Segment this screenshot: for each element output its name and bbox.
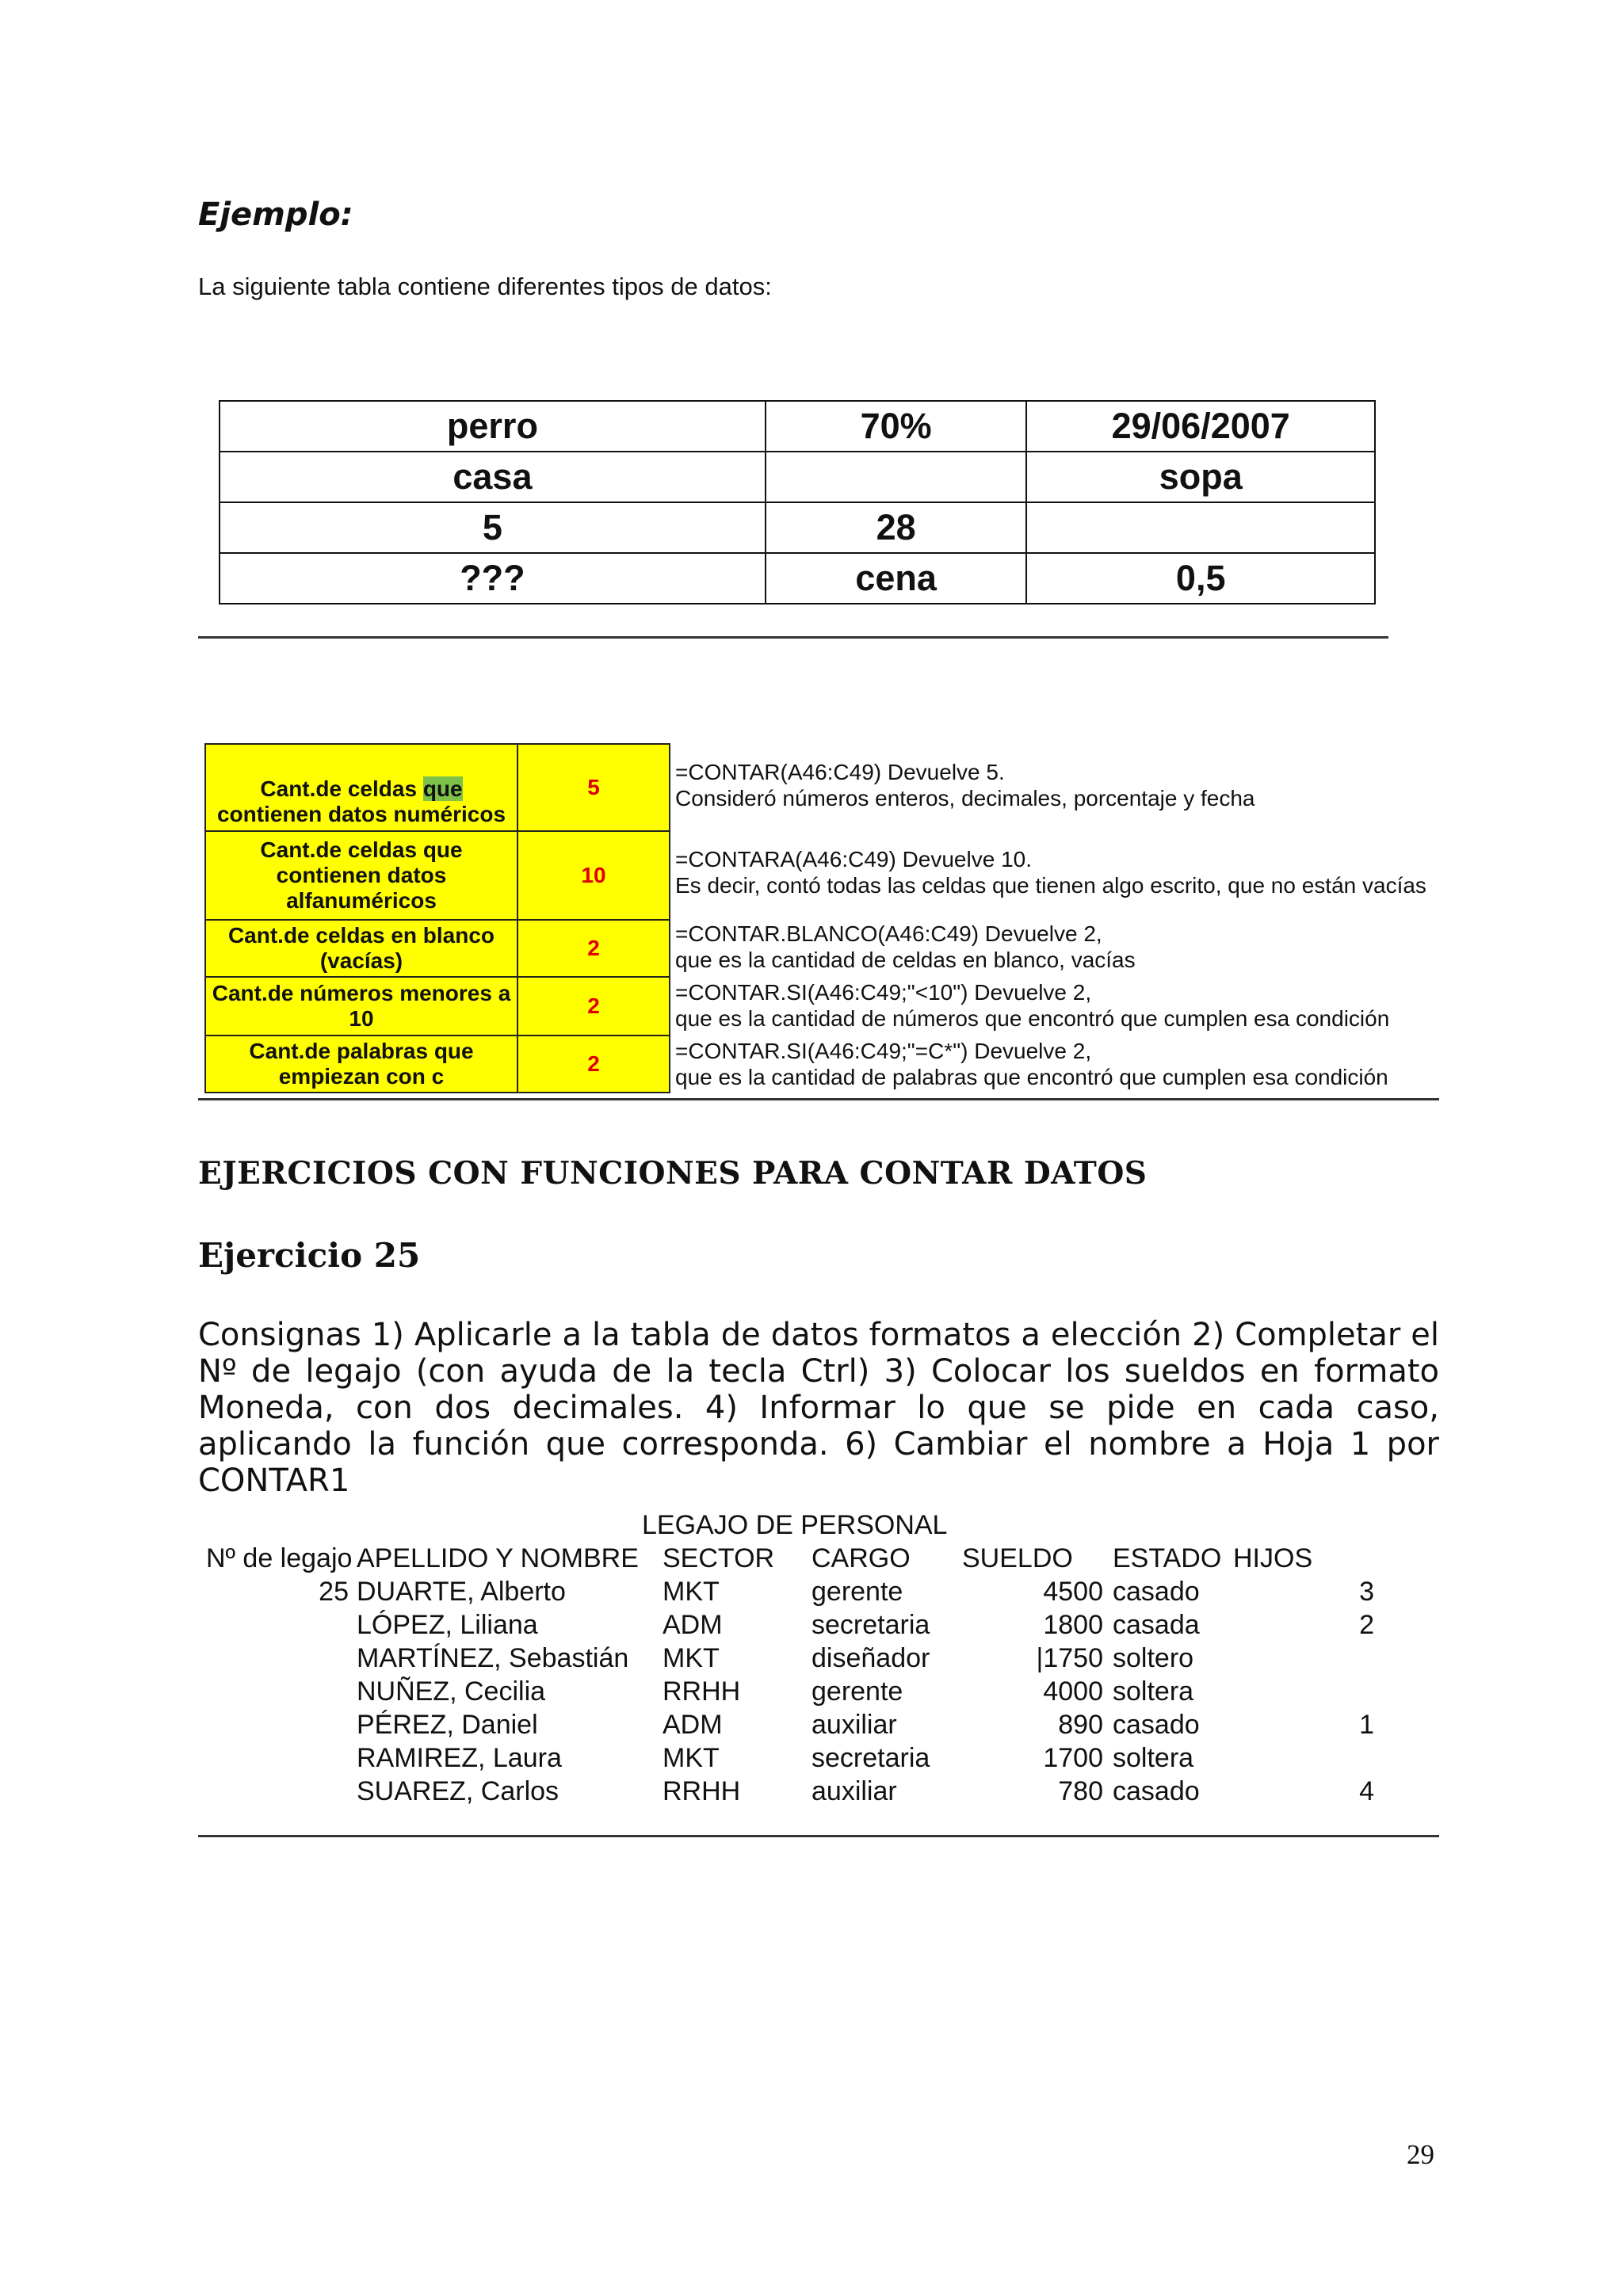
cell-hijos: 2 (1359, 1610, 1374, 1640)
cell-name: MARTÍNEZ, Sebastián (357, 1643, 629, 1673)
cell-sueldo: |1750 (1036, 1643, 1103, 1673)
cell-cargo: auxiliar (812, 1776, 897, 1806)
cell-estado: casado (1113, 1710, 1200, 1740)
cell-name: PÉREZ, Daniel (357, 1710, 538, 1740)
divider (198, 636, 1388, 639)
header-sueldo: SUELDO (962, 1543, 1073, 1573)
cell-sector: MKT (663, 1643, 720, 1673)
cell-cargo: secretaria (812, 1610, 930, 1640)
cell-cargo: gerente (812, 1676, 903, 1707)
cell-sector: ADM (663, 1610, 723, 1640)
cell-hijos: 1 (1359, 1710, 1374, 1740)
exercise-heading: Ejercicio 25 (198, 1236, 421, 1275)
cell-estado: soltera (1113, 1743, 1194, 1773)
cell-name: SUAREZ, Carlos (357, 1776, 559, 1806)
count-value: 2 (517, 1035, 670, 1093)
example-heading: Ejemplo: (198, 196, 353, 233)
formula-note: que es la cantidad de números que encontró que cumplen esa condición (675, 1006, 1390, 1031)
formula-text: =CONTAR.BLANCO(A46:C49) Devuelve 2, (675, 921, 1102, 946)
cell-sector: MKT (663, 1577, 720, 1607)
count-label: Cant.de celdas que contienen datos alfanuméricos (205, 831, 517, 920)
cell-sector: MKT (663, 1743, 720, 1773)
header-estado: ESTADO (1113, 1543, 1222, 1573)
formula-explanation (675, 921, 1136, 973)
count-value: 2 (517, 977, 670, 1035)
table-cell: ??? (220, 553, 766, 604)
header-name: APELLIDO Y NOMBRE (357, 1543, 639, 1573)
cell-hijos: 3 (1359, 1577, 1374, 1607)
formula-text: =CONTARA(A46:C49) Devuelve 10. (675, 847, 1032, 871)
formula-explanation (675, 1038, 1388, 1090)
formula-explanation (675, 979, 1389, 1032)
table-cell: 5 (220, 502, 766, 553)
cell-sueldo: 780 (1058, 1776, 1103, 1806)
count-functions-table (204, 743, 670, 1093)
cell-cargo: diseñador (812, 1643, 930, 1673)
page-number: 29 (1407, 2139, 1434, 2170)
cell-cargo: auxiliar (812, 1710, 897, 1740)
header-sector: SECTOR (663, 1543, 775, 1573)
divider (198, 1835, 1439, 1837)
formula-text: =CONTAR.SI(A46:C49;"<10") Devuelve 2, (675, 980, 1092, 1005)
formula-text: =CONTAR(A46:C49) Devuelve 5. (675, 760, 1005, 784)
formula-note: que es la cantidad de celdas en blanco, vacías (675, 948, 1136, 972)
count-label: Cant.de números menores a 10 (205, 977, 517, 1035)
count-label: Cant.de palabras que empiezan con c (205, 1035, 517, 1093)
table-cell (1026, 502, 1375, 553)
cell-sueldo: 4500 (1043, 1577, 1103, 1607)
count-label: Cant.de celdas en blanco (vacías) (205, 920, 517, 977)
header-cargo: CARGO (812, 1543, 911, 1573)
table-row (205, 920, 670, 977)
formula-note: que es la cantidad de palabras que encontró que cumplen esa condición (675, 1065, 1388, 1089)
cell-sueldo: 4000 (1043, 1676, 1103, 1707)
table-row (205, 977, 670, 1035)
cell-name: NUÑEZ, Cecilia (357, 1676, 546, 1707)
cell-cargo: gerente (812, 1577, 903, 1607)
cell-estado: casado (1113, 1577, 1200, 1607)
cell-sueldo: 1700 (1043, 1743, 1103, 1773)
cell-sueldo: 890 (1058, 1710, 1103, 1740)
data-types-table (219, 400, 1376, 605)
label-text: Cant.de celdas (260, 776, 423, 801)
formula-note: Es decir, contó todas las celdas que tienen algo escrito, que no están vacías (675, 873, 1426, 898)
cell-cargo: secretaria (812, 1743, 930, 1773)
formula-explanation (675, 846, 1426, 898)
cell-sector: ADM (663, 1710, 723, 1740)
table-cell: casa (220, 452, 766, 502)
table-row (205, 1035, 670, 1093)
cell-estado: casada (1113, 1610, 1200, 1640)
intro-paragraph: La siguiente tabla contiene diferentes tipos de datos: (198, 273, 772, 300)
section-heading: EJERCICIOS CON FUNCIONES PARA CONTAR DATOS (198, 1155, 1148, 1192)
count-value: 10 (517, 831, 670, 920)
cell-name: DUARTE, Alberto (357, 1577, 566, 1607)
cell-name: RAMIREZ, Laura (357, 1743, 562, 1773)
table-cell: 29/06/2007 (1026, 401, 1375, 452)
count-label (205, 744, 517, 831)
cell-num: 25 (319, 1577, 349, 1607)
table-row (220, 553, 1375, 604)
label-text: contienen datos numéricos (216, 802, 506, 826)
cell-name: LÓPEZ, Liliana (357, 1610, 538, 1640)
legajo-title: LEGAJO DE PERSONAL (642, 1510, 948, 1540)
table-cell: 70% (766, 401, 1027, 452)
header-num: Nº de legajo (206, 1543, 353, 1573)
cell-estado: soltero (1113, 1643, 1194, 1673)
formula-explanation (675, 759, 1255, 811)
cell-sueldo: 1800 (1043, 1610, 1103, 1640)
highlighted-word: que (422, 776, 463, 801)
formula-text: =CONTAR.SI(A46:C49;"=C*") Devuelve 2, (675, 1039, 1092, 1063)
table-row (220, 452, 1375, 502)
count-value: 2 (517, 920, 670, 977)
cell-estado: soltera (1113, 1676, 1194, 1707)
table-cell: perro (220, 401, 766, 452)
table-cell: cena (766, 553, 1027, 604)
cell-estado: casado (1113, 1776, 1200, 1806)
table-row (205, 831, 670, 920)
formula-note: Consideró números enteros, decimales, porcentaje y fecha (675, 786, 1255, 810)
table-cell (766, 452, 1027, 502)
table-row (220, 401, 1375, 452)
table-cell: 0,5 (1026, 553, 1375, 604)
divider (198, 1098, 1439, 1100)
count-value: 5 (517, 744, 670, 831)
table-cell: 28 (766, 502, 1027, 553)
cell-sector: RRHH (663, 1776, 741, 1806)
cell-hijos: 4 (1359, 1776, 1374, 1806)
cell-sector: RRHH (663, 1676, 741, 1707)
table-row (205, 744, 670, 831)
table-row (220, 502, 1375, 553)
instructions-paragraph: Consignas 1) Aplicarle a la tabla de datos formatos a elección 2) Completar el Nº de legajo (con ayuda de la tecla Ctrl) 3) Colocar los sueldos en formato Moneda, con dos decimales. 4) Informar lo que se pide en cada caso, aplicando la función que corresponda. 6) Cambiar el nombre a Hoja 1 por CONTAR1 (198, 1317, 1439, 1499)
table-cell: sopa (1026, 452, 1375, 502)
header-hijos: HIJOS (1233, 1543, 1313, 1573)
